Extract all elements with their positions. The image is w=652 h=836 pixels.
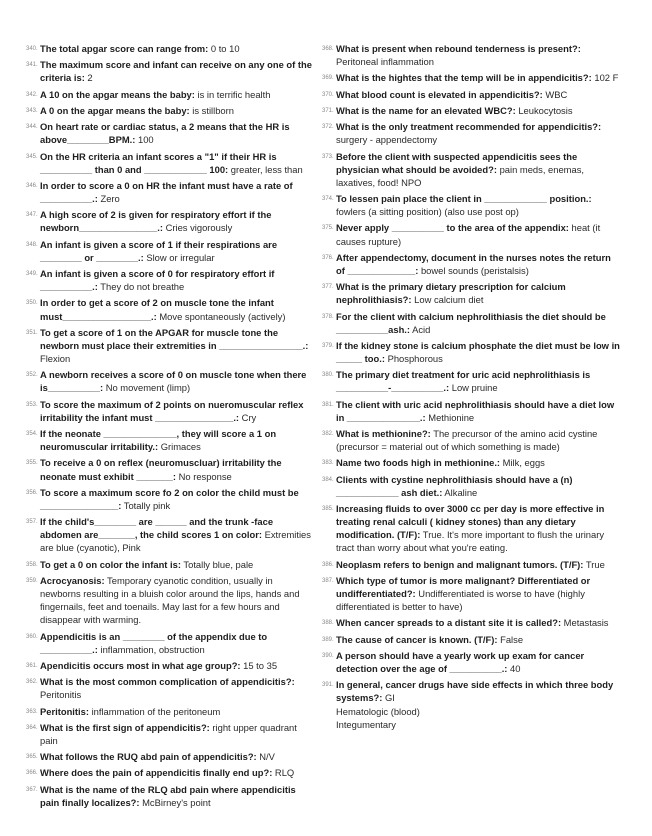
item-number: 374. bbox=[322, 196, 334, 203]
question-text: A person should have a yearly work up exam for cancer detection over the age of __________.: bbox=[336, 649, 585, 675]
answer-text: No response bbox=[176, 470, 232, 482]
flashcard-item bbox=[26, 368, 312, 394]
question-text: What is the name of the RLQ abd pain where appendicitis pain finally localizes?: bbox=[40, 783, 296, 808]
answer-text: McBirney's point bbox=[139, 796, 211, 808]
question-text: On the HR criteria an infant scores a "1" if their HR is __________ than 0 and ____________ 100: bbox=[40, 150, 277, 175]
item-number: 389. bbox=[322, 636, 334, 643]
item-number: 355. bbox=[26, 460, 38, 467]
flashcard-item bbox=[26, 326, 312, 365]
answer-text: fowlers (a sitting position) (also use post op) bbox=[336, 206, 519, 218]
flashcard-item bbox=[322, 251, 622, 277]
flashcard-item bbox=[322, 427, 622, 453]
answer-text: False bbox=[497, 633, 524, 645]
flashcard-item bbox=[26, 750, 312, 763]
flashcard-item bbox=[26, 486, 312, 512]
item-number: 344. bbox=[26, 124, 38, 131]
item-number: 369. bbox=[322, 75, 334, 82]
answer-text: 2 bbox=[84, 72, 93, 84]
item-number: 386. bbox=[322, 561, 334, 568]
item-number: 383. bbox=[322, 460, 334, 467]
answer-text: 0 to 10 bbox=[208, 43, 240, 54]
question-text: Where does the pain of appendicitis finally end up?: bbox=[40, 767, 273, 779]
flashcard-item bbox=[322, 280, 622, 306]
item-number: 343. bbox=[26, 107, 38, 114]
question-text: Name two foods high in methionine.: bbox=[336, 457, 501, 469]
answer-text: heat (it causes rupture) bbox=[336, 222, 601, 247]
item-number: 362. bbox=[26, 679, 38, 686]
item-number: 354. bbox=[26, 431, 38, 438]
item-number: 390. bbox=[322, 652, 334, 659]
question-text: When cancer spreads to a distant site it is called?: bbox=[336, 617, 562, 629]
item-number: 375. bbox=[322, 225, 334, 232]
answer-text: pain meds, enemas, laxatives, food! NPO bbox=[336, 163, 584, 188]
answer-text: Extremities are blue (cyanotic), Pink bbox=[40, 529, 311, 554]
answer-text: Leukocytosis bbox=[515, 104, 573, 116]
answer-text: is stillborn bbox=[189, 104, 234, 116]
question-text: To score a maximum score fo 2 on color the child must be _______________: bbox=[40, 486, 299, 511]
item-number: 361. bbox=[26, 662, 38, 669]
question-text: A 0 on the apgar means the baby: bbox=[40, 104, 190, 116]
right-column bbox=[322, 42, 622, 734]
item-number: 367. bbox=[26, 786, 38, 793]
question-text: To get a score of 1 on the APGAR for muscle tone the newborn must place their extremities in ________________.: bbox=[40, 326, 309, 351]
answer-text: inflammation of the peritoneum bbox=[88, 705, 221, 717]
answer-text: 40 bbox=[507, 663, 521, 675]
item-number: 350. bbox=[26, 300, 38, 307]
question-text: An infant is given a score of 0 for respiratory effort if __________.: bbox=[40, 268, 275, 293]
question-text: What is the only treatment recommended for appendicitis?: bbox=[336, 121, 602, 133]
flashcard-item bbox=[322, 616, 622, 629]
item-number: 379. bbox=[322, 342, 334, 349]
answer-text: Totally blue, pale bbox=[180, 558, 254, 570]
answer-text: Milk, eggs bbox=[500, 457, 545, 469]
question-text: The client with uric acid nephrolithiasis should have a diet low in ______________.: bbox=[336, 398, 615, 423]
flashcard-item bbox=[322, 502, 622, 554]
question-text: The cause of cancer is known. (T/F): bbox=[336, 633, 498, 645]
answer-text: N/V bbox=[256, 751, 275, 763]
question-text: Before the client with suspected appendicitis sees the physician what should be avoided?: bbox=[336, 150, 578, 175]
item-number: 345. bbox=[26, 153, 38, 160]
question-text: If the child's________ are ______ and the trunk -face abdomen are_______, the child scores 1 on color: bbox=[40, 516, 274, 541]
item-number: 381. bbox=[322, 401, 334, 408]
item-number: 351. bbox=[26, 329, 38, 336]
flashcard-item bbox=[322, 192, 622, 218]
flashcard-item bbox=[26, 630, 312, 656]
flashcard-item bbox=[322, 398, 622, 424]
item-number: 378. bbox=[322, 313, 334, 320]
item-number: 388. bbox=[322, 620, 334, 627]
flashcard-item bbox=[322, 339, 622, 365]
answer-text: 100 bbox=[135, 134, 154, 146]
item-number: 364. bbox=[26, 724, 38, 731]
flashcard-item bbox=[322, 456, 622, 469]
flashcard-item bbox=[26, 398, 312, 424]
answer-text: Cries vigorously bbox=[163, 222, 233, 234]
question-text: What is the first sign of appendicitis?: bbox=[40, 721, 210, 733]
answer-text: Grimaces bbox=[158, 441, 201, 453]
item-number: 380. bbox=[322, 372, 334, 379]
answer-text: Acid bbox=[410, 323, 431, 335]
question-text: What is the primary dietary prescription for calcium nephrolithiasis?: bbox=[336, 281, 566, 306]
flashcard-item bbox=[26, 120, 312, 146]
question-text: In general, cancer drugs have side effects in which three body systems?: bbox=[336, 679, 614, 704]
flashcard-item bbox=[322, 705, 622, 718]
flashcard-item bbox=[322, 558, 622, 571]
flashcard-item bbox=[26, 721, 312, 747]
flashcard-item bbox=[26, 296, 312, 322]
answer-text: The precursor of the amino acid cystine (precursor = material out of which something is made) bbox=[336, 428, 598, 453]
question-text: On heart rate or cardiac status, a 2 means that the HR is above________BPM.: bbox=[40, 121, 290, 146]
question-text: In order to get a score of 2 on muscle tone the infant must_________________.: bbox=[40, 297, 274, 322]
item-number: 357. bbox=[26, 519, 38, 526]
question-text: Acrocyanosis: bbox=[40, 574, 105, 586]
answer-text: greater, less than bbox=[228, 163, 303, 175]
answer-text: Hematologic (blood) bbox=[336, 705, 420, 717]
flashcard-item bbox=[26, 179, 312, 205]
answer-text: WBC bbox=[542, 88, 568, 100]
question-text: To receive a 0 on reflex (neuromuscluar) irritability the neonate must exhibit _______: bbox=[40, 457, 282, 482]
flashcard-item bbox=[26, 705, 312, 718]
flashcard-item bbox=[322, 574, 622, 613]
item-number: 387. bbox=[322, 577, 334, 584]
question-text: Never apply __________ to the area of the appendix: bbox=[336, 222, 569, 234]
question-text: Apendicitis occurs most in what age group?: bbox=[40, 659, 241, 671]
question-text: For the client with calcium nephrolithiasis the diet should be __________ash.: bbox=[336, 310, 606, 335]
answer-text: Slow or irregular bbox=[143, 251, 215, 263]
flashcard-item bbox=[26, 58, 312, 84]
item-number: 353. bbox=[26, 401, 38, 408]
item-number: 346. bbox=[26, 182, 38, 189]
item-number: 341. bbox=[26, 62, 38, 69]
question-text: Peritonitis: bbox=[40, 705, 89, 717]
flashcard-item bbox=[322, 42, 622, 68]
flashcard-item bbox=[26, 42, 312, 55]
question-text: Appendicitis is an ________ of the appendix due to __________.: bbox=[40, 630, 268, 655]
flashcard-item bbox=[26, 267, 312, 293]
flashcard-item bbox=[26, 783, 312, 809]
answer-text: 15 to 35 bbox=[240, 659, 278, 671]
answer-text: right upper quadrant pain bbox=[40, 721, 297, 746]
item-number: 348. bbox=[26, 241, 38, 248]
flashcard-item bbox=[26, 558, 312, 571]
item-number: 342. bbox=[26, 91, 38, 98]
question-text: The maximum score and infant can receive on any one of the criteria is: bbox=[40, 59, 312, 84]
item-number: 366. bbox=[26, 770, 38, 777]
item-number: 391. bbox=[322, 682, 334, 689]
question-text: What is present when rebound tenderness is present?: bbox=[336, 43, 581, 54]
flashcard-item bbox=[322, 71, 622, 84]
flashcard-item bbox=[26, 659, 312, 672]
answer-text: is in terrific health bbox=[194, 88, 271, 100]
flashcard-item bbox=[26, 208, 312, 234]
answer-text: Zero bbox=[97, 193, 120, 205]
question-text: In order to score a 0 on HR the infant must have a rate of __________.: bbox=[40, 179, 293, 205]
flashcard-item bbox=[322, 120, 622, 146]
flashcard-item bbox=[26, 675, 312, 701]
flashcard-item bbox=[322, 150, 622, 189]
answer-text: Cry bbox=[239, 411, 257, 423]
answer-text: Methionine bbox=[425, 411, 475, 423]
left-column bbox=[26, 42, 312, 812]
question-text: What is the most common complication of appendicitis?: bbox=[40, 676, 295, 688]
flashcard-item bbox=[26, 238, 312, 264]
flashcard-item bbox=[322, 678, 622, 704]
flashcard-item bbox=[26, 515, 312, 554]
flashcard-item bbox=[26, 88, 312, 101]
question-text: The primary diet treatment for uric acid nephrolithiasis is __________-__________.: bbox=[336, 369, 591, 394]
flashcard-item bbox=[322, 104, 622, 117]
answer-text: No movement (limp) bbox=[103, 382, 191, 394]
item-number: 384. bbox=[322, 476, 334, 483]
question-text: A 10 on the apgar means the baby: bbox=[40, 88, 195, 100]
answer-text: 102 F bbox=[591, 72, 619, 84]
flashcard-item bbox=[322, 368, 622, 394]
question-text: What follows the RUQ abd pain of appendicitis?: bbox=[40, 751, 257, 763]
question-text: Which type of tumor is more malignant? Differentiated or undifferentiated?: bbox=[336, 574, 591, 600]
item-number: 382. bbox=[322, 431, 334, 438]
answer-text: Metastasis bbox=[561, 617, 609, 629]
item-number: 358. bbox=[26, 561, 38, 568]
flashcard-item bbox=[26, 456, 312, 482]
item-number: 370. bbox=[322, 91, 334, 98]
flashcard-item bbox=[26, 574, 312, 626]
question-text: Clients with cystine nephrolithiasis should have a (n) ____________ ash diet.: bbox=[336, 473, 573, 498]
item-number: 356. bbox=[26, 489, 38, 496]
flashcard-item bbox=[322, 473, 622, 499]
answer-text: surgery - appendectomy bbox=[336, 134, 438, 146]
flashcard-item bbox=[322, 718, 622, 731]
question-text: If the kidney stone is calcium phosphate the diet must be low in _____ too.: bbox=[336, 339, 620, 365]
item-number: 385. bbox=[322, 506, 334, 513]
answer-text: They do not breathe bbox=[97, 281, 185, 293]
question-text: The total apgar score can range from: bbox=[40, 43, 209, 54]
item-number: 377. bbox=[322, 284, 334, 291]
item-number: 372. bbox=[322, 124, 334, 131]
question-text: An infant is given a score of 1 if their respirations are ________ or ________.: bbox=[40, 238, 278, 263]
item-number: 340. bbox=[26, 46, 38, 52]
answer-text: Integumentary bbox=[336, 718, 396, 730]
question-text: To get a 0 on color the infant is: bbox=[40, 558, 181, 570]
item-number: 363. bbox=[26, 708, 38, 715]
question-text: What blood count is elevated in appendicitis?: bbox=[336, 88, 543, 100]
question-text: What is methionine?: bbox=[336, 428, 431, 440]
question-text: To lessen pain place the client in ____________ position.: bbox=[336, 193, 592, 205]
flashcard-item bbox=[322, 633, 622, 646]
question-text: If the neonate ______________, they will score a 1 on neuromuscular irritability.: bbox=[40, 428, 277, 453]
flashcard-item bbox=[26, 150, 312, 176]
answer-text: Low pruine bbox=[449, 382, 498, 394]
question-text: What is the hightes that the temp will be in appendicitis?: bbox=[336, 72, 592, 84]
answer-text: inflammation, obstruction bbox=[97, 643, 205, 655]
question-text: Neoplasm refers to benign and malignant tumors. (T/F): bbox=[336, 558, 584, 570]
question-text: To score the maximum of 2 points on nueromuscular reflex irritability the infant must _______________.: bbox=[40, 398, 304, 423]
answer-text: GI bbox=[382, 692, 395, 704]
answer-text: Alkaline bbox=[442, 486, 478, 498]
flashcard-item bbox=[322, 221, 622, 247]
item-number: 376. bbox=[322, 254, 334, 261]
question-text: Increasing fluids to over 3000 cc per day is more effective in treating renal calculi ( kidney stones) than any dietary modification. (T/F): bbox=[336, 503, 605, 541]
answer-text: Peritoneal inflammation bbox=[336, 56, 434, 68]
answer-text: Peritonitis bbox=[40, 689, 82, 701]
flashcard-item bbox=[322, 649, 622, 675]
flashcard-item bbox=[26, 104, 312, 117]
flashcard-item bbox=[322, 88, 622, 101]
answer-text: Temporary cyanotic condition, usually in newborns resulting in a bluish color around the lips, hands and fingernails, feet and toenails. May last for a few hours and disappear with warming. bbox=[40, 574, 300, 626]
question-text: A newborn receives a score of 0 on muscle tone when there is__________: bbox=[40, 369, 307, 394]
item-number: 347. bbox=[26, 212, 38, 219]
answer-text: Undifferentiated is worse to have (highly differentiated is better to have) bbox=[336, 588, 585, 613]
question-text: A high score of 2 is given for respiratory effort if the newborn_______________.: bbox=[40, 209, 272, 234]
item-number: 352. bbox=[26, 372, 38, 379]
flashcard-item bbox=[322, 310, 622, 336]
answer-text: Totally pink bbox=[121, 499, 171, 511]
item-number: 359. bbox=[26, 577, 38, 584]
item-number: 360. bbox=[26, 633, 38, 640]
item-number: 365. bbox=[26, 754, 38, 761]
answer-text: Flexion bbox=[40, 353, 71, 365]
answer-text: Phosphorous bbox=[384, 353, 443, 365]
question-text: What is the name for an elevated WBC?: bbox=[336, 104, 516, 116]
flashcard-item bbox=[26, 427, 312, 453]
answer-text: bowel sounds (peristalsis) bbox=[418, 264, 529, 276]
flashcard-item bbox=[26, 766, 312, 779]
answer-text: Move spontaneously (actively) bbox=[156, 310, 286, 322]
item-number: 371. bbox=[322, 107, 334, 114]
item-number: 373. bbox=[322, 153, 334, 160]
item-number: 368. bbox=[322, 46, 334, 52]
answer-text: RLQ bbox=[272, 767, 295, 779]
question-text: After appendectomy, document in the nurses notes the return of _____________: bbox=[336, 251, 611, 276]
answer-text: Low calcium diet bbox=[411, 294, 484, 306]
item-number: 349. bbox=[26, 271, 38, 278]
answer-text: True bbox=[583, 558, 605, 570]
answer-text: True. It's more important to flush the urinary tract than worry about what you're eating. bbox=[336, 529, 605, 554]
